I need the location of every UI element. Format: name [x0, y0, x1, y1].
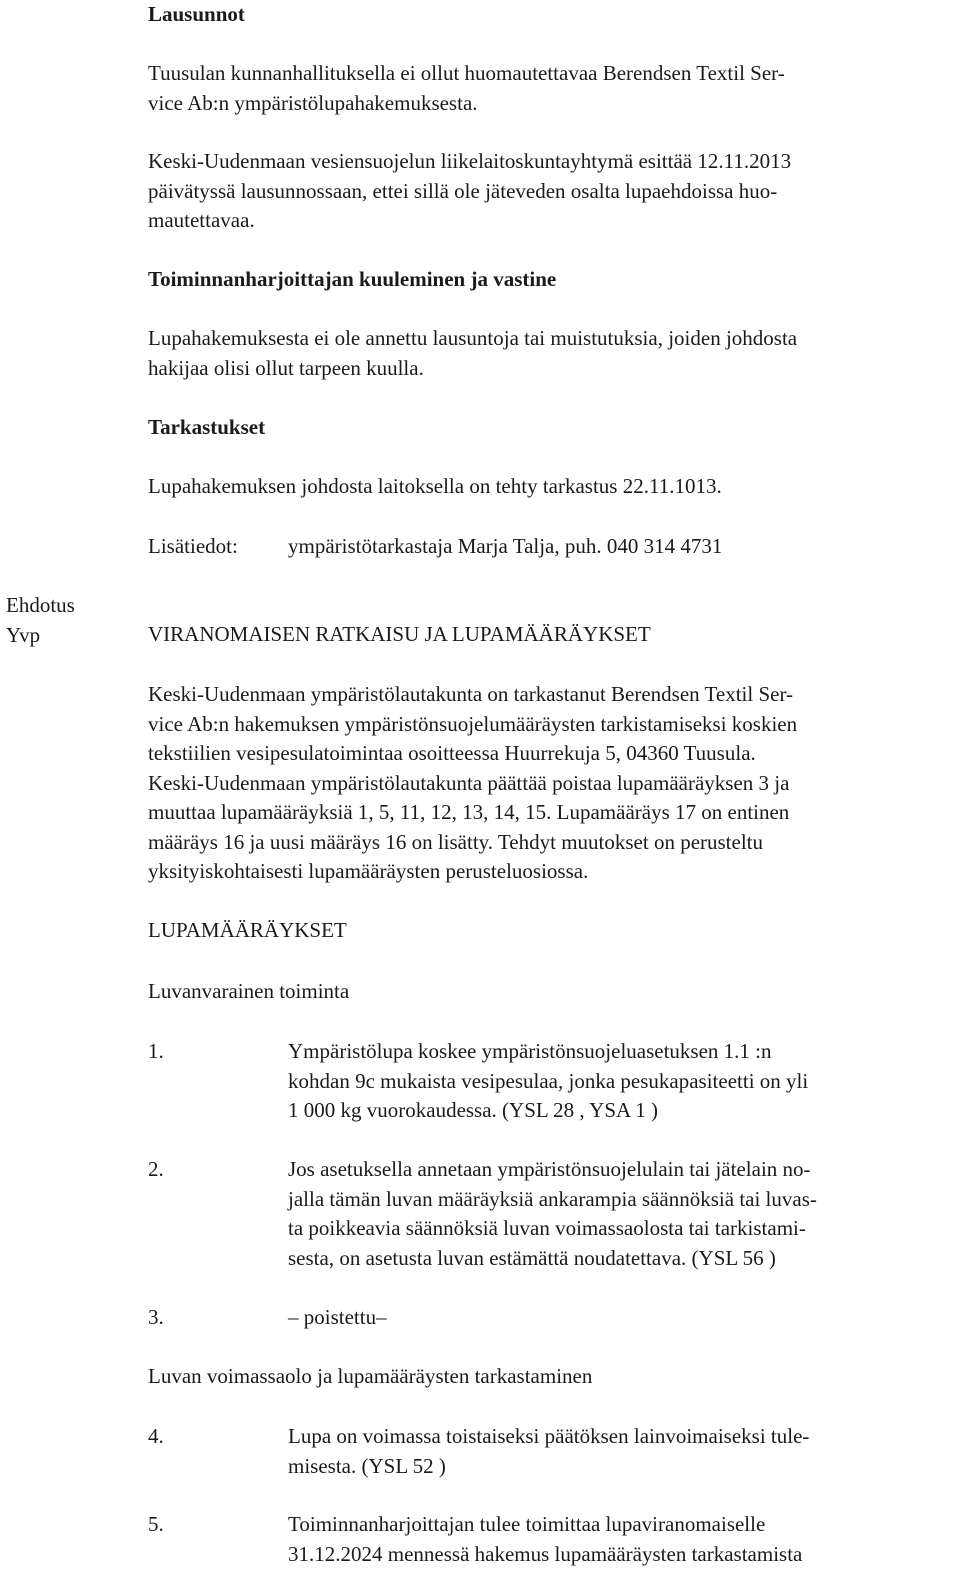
text-line: misesta. (YSL 52 )	[288, 1453, 446, 1478]
info-value: ympäristötarkastaja Marja Talja, puh. 040 314 4731	[288, 534, 723, 558]
text-line: jalla tämän luvan määräyksiä ankarampia säännöksiä tai luvas-	[288, 1186, 817, 1211]
section-heading-lupamaaraykset: LUPAMÄÄRÄYKSET	[148, 918, 347, 942]
section-heading-ratkaisu: VIRANOMAISEN RATKAISU JA LUPAMÄÄRÄYKSET	[148, 622, 651, 646]
text-line: 31.12.2024 mennessä hakemus lupamääräysten tarkastamista	[288, 1541, 803, 1566]
paragraph	[148, 147, 948, 236]
text-line: määräys 16 ja uusi määräys 16 on lisätty. Tehdyt muutokset on perusteltu	[148, 829, 763, 854]
text-line: Lupa on voimassa toistaiseksi päätöksen lainvoimaiseksi tule-	[288, 1424, 810, 1448]
text-line: ta poikkeavia säännöksiä luvan voimassaolosta tai tarkistami-	[288, 1216, 806, 1240]
text-line: Jos asetuksella annetaan ympäristönsuojelulain tai jätelain no-	[288, 1157, 811, 1181]
paragraph	[148, 324, 948, 383]
text-line: tekstiilien vesipesulatoimintaa osoitteessa Huurrekuja 5, 04360 Tuusula.	[148, 741, 756, 765]
item-number: 3.	[148, 1305, 164, 1329]
text-line: Ympäristölupa koskee ympäristönsuojeluasetuksen 1.1 :n	[288, 1039, 772, 1063]
text-line: muuttaa lupamääräyksiä 1, 5, 11, 12, 13, 14, 15. Lupamääräys 17 on entinen	[148, 800, 790, 824]
item-text	[288, 1303, 940, 1333]
paragraph	[148, 59, 948, 118]
paragraph: Lupahakemuksen johdosta laitoksella on tehty tarkastus 22.11.1013.	[148, 474, 722, 498]
text-line: hakijaa olisi ollut tarpeen kuulla.	[148, 355, 424, 380]
text-line: vice Ab:n hakemuksen ympäristönsuojelumääräysten tarkistamiseksi koskien	[148, 711, 798, 736]
item-number: 1.	[148, 1039, 164, 1063]
item-text	[288, 1037, 940, 1126]
text-line: Keski-Uudenmaan vesiensuojelun liikelaitoskuntayhtymä esittää 12.11.2013	[148, 149, 792, 173]
subheading: Luvanvarainen toiminta	[148, 979, 350, 1003]
section-heading-tarkastukset: Tarkastukset	[148, 415, 266, 439]
subheading: Luvan voimassaolo ja lupamääräysten tarkastaminen	[148, 1364, 593, 1388]
text-line: Toiminnanharjoittajan tulee toimittaa lupaviranomaiselle	[288, 1512, 766, 1536]
sidebar-line: Yvp	[6, 622, 41, 647]
text-line: yksityiskohtaisesti lupamääräysten perusteluosiossa.	[148, 859, 589, 883]
info-label: Lisätiedot:	[148, 534, 238, 558]
item-text	[288, 1155, 940, 1273]
text-line: 1 000 kg vuorokaudessa. (YSL 28 , YSA 1 )	[288, 1098, 659, 1122]
text-line: – poistettu–	[288, 1305, 387, 1329]
sidebar-label-ehdotus	[6, 591, 75, 650]
text-line: Lupahakemuksesta ei ole annettu lausuntoja tai muistutuksia, joiden johdosta	[148, 326, 798, 350]
text-line: Keski-Uudenmaan ympäristölautakunta päättää poistaa lupamääräyksen 3 ja	[148, 770, 790, 795]
item-number: 2.	[148, 1157, 164, 1181]
item-number: 5.	[148, 1512, 164, 1536]
item-text	[288, 1510, 940, 1569]
text-line: päivätyssä lausunnossaan, ettei sillä ole jäteveden osalta lupaehdoissa huo-	[148, 178, 778, 203]
text-line: Tuusulan kunnanhallituksella ei ollut huomautettavaa Berendsen Textil Ser-	[148, 61, 785, 85]
text-line: sesta, on asetusta luvan estämättä noudatettava. (YSL 56 )	[288, 1245, 776, 1270]
item-text	[288, 1422, 940, 1481]
sidebar-line: Ehdotus	[6, 593, 75, 617]
text-line: mautettavaa.	[148, 208, 255, 232]
paragraph	[148, 680, 948, 887]
section-heading-kuuleminen: Toiminnanharjoittajan kuuleminen ja vastine	[148, 267, 557, 291]
text-line: vice Ab:n ympäristölupahakemuksesta.	[148, 90, 478, 115]
item-number: 4.	[148, 1424, 164, 1448]
section-heading-lausunnot: Lausunnot	[148, 2, 245, 26]
text-line: Keski-Uudenmaan ympäristölautakunta on tarkastanut Berendsen Textil Ser-	[148, 682, 794, 706]
text-line: kohdan 9c mukaista vesipesulaa, jonka pesukapasiteetti on yli	[288, 1068, 809, 1093]
